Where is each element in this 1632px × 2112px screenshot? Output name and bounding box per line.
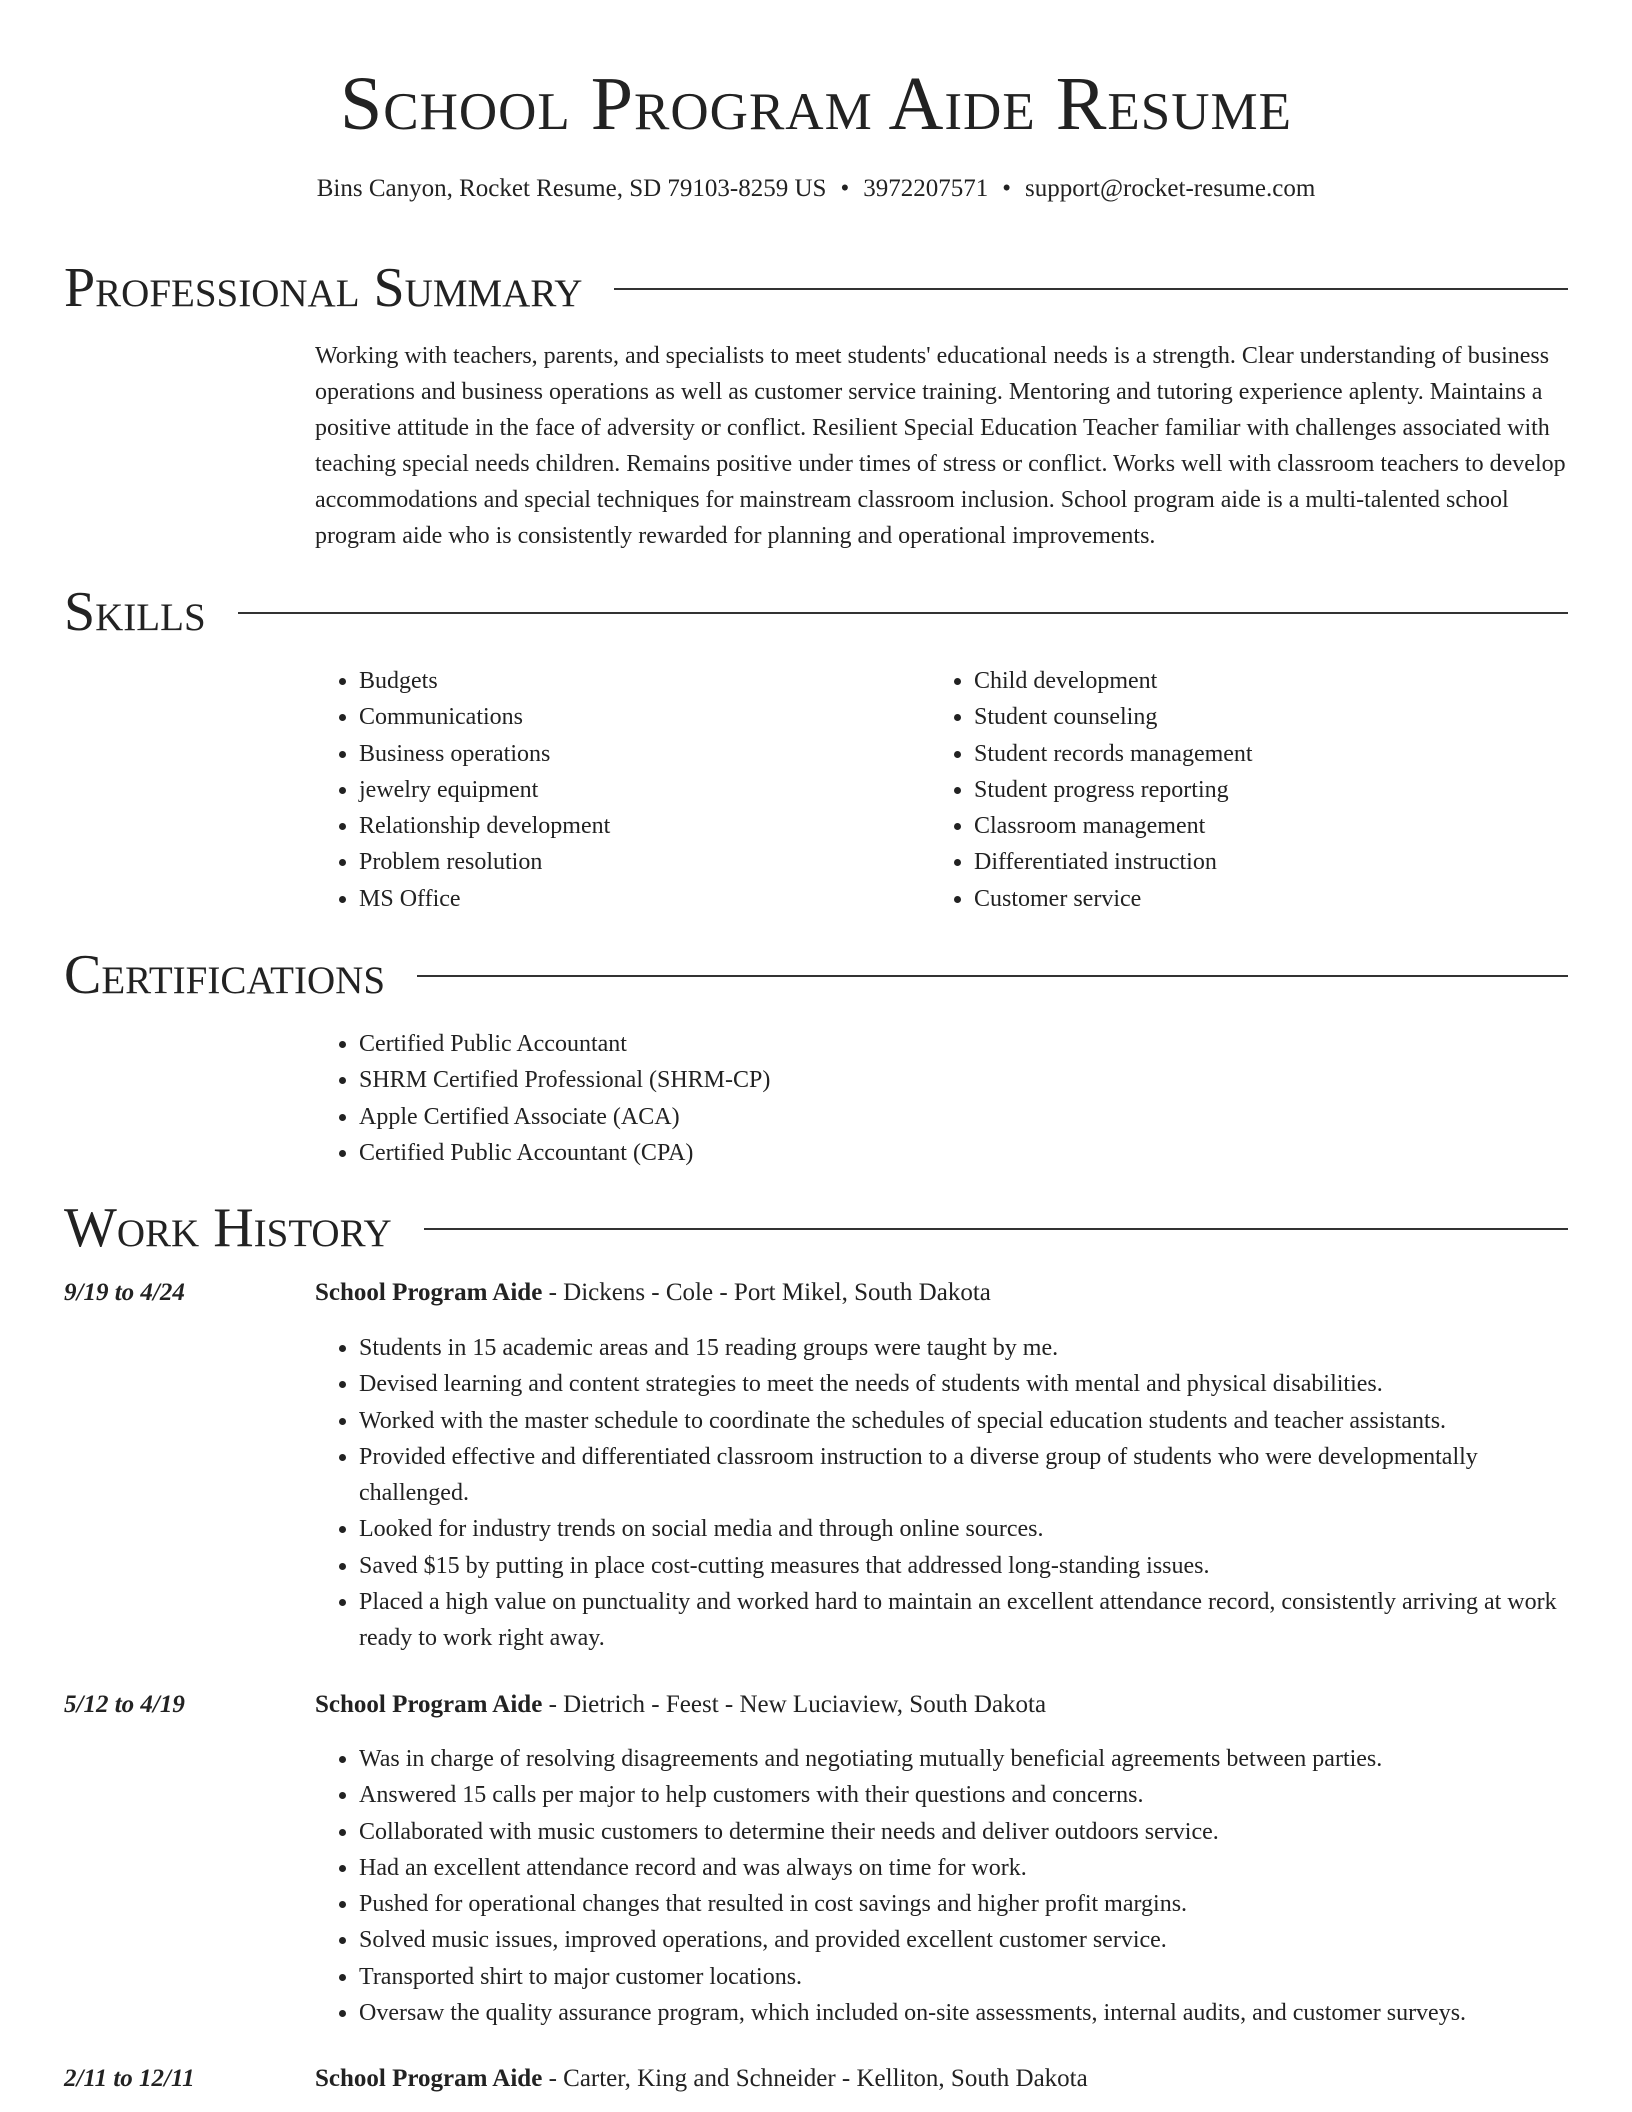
certifications-list	[315, 1026, 1570, 1171]
job-dates: 2/11 to 12/11	[64, 2065, 195, 2092]
skill-item: • Child development	[974, 663, 1570, 699]
summary-text: Working with teachers, parents, and specialists to meet students' educational needs is a strength. Clear understanding of business operations and business operations as well as customer service training. Mentoring and tutoring experience aplenty. Maintains a positive attitude in the face of adversity or conflict. Resilient Special Education Teacher familiar with challenges associated with teaching special needs children. Remains positive under times of stress or conflict. Works well with classroom teachers to develop accommodations and special techniques for mainstream classroom inclusion. School program aide is a multi-talented school program aide who is consistently rewarded for planning and operational improvements.	[315, 343, 1566, 549]
job-duty-item: • Solved music issues, improved operations, and provided excellent customer service.	[359, 1922, 1570, 1958]
skills-list-right	[930, 663, 1570, 917]
job-duty-item: • Placed a high value on punctuality and worked hard to maintain an excellent attendance record, consistently arriving at work ready to work right away.	[359, 1584, 1570, 1657]
certification-item: • Apple Certified Associate (ACA)	[359, 1099, 1570, 1135]
skill-item: • Student progress reporting	[974, 772, 1570, 808]
skill-item: • Classroom management	[974, 808, 1570, 844]
skill-item: • Differentiated instruction	[974, 844, 1570, 880]
skill-item: • Budgets	[359, 663, 895, 699]
job-title: School Program Aide	[315, 1279, 543, 1306]
contact-email[interactable]: support@rocket-resume.com	[1024, 175, 1316, 202]
certification-item: • Certified Public Accountant	[359, 1026, 1570, 1062]
summary-section-header	[64, 256, 1568, 320]
certifications-section-header	[64, 943, 1568, 1007]
job-company: - Carter, King and Schneider - Kelliton, South Dakota	[542, 2065, 1088, 2092]
skill-item: • Customer service	[974, 881, 1570, 917]
job-heading	[315, 1276, 991, 1310]
certification-item: • SHRM Certified Professional (SHRM-CP)	[359, 1062, 1570, 1098]
job-duty-item: • Answered 15 calls per major to help customers with their questions and concerns.	[359, 1777, 1570, 1813]
job-duty-item: • Students in 15 academic areas and 15 reading groups were taught by me.	[359, 1330, 1570, 1366]
certification-item: • Certified Public Accountant (CPA)	[359, 1135, 1570, 1171]
skills-section-header	[64, 580, 1568, 644]
skill-item: • Problem resolution	[359, 844, 895, 880]
skills-column-left	[315, 663, 895, 917]
job-duty-item: • Pushed for operational changes that resulted in cost savings and higher profit margins.	[359, 1886, 1570, 1922]
certifications-heading: Certifications	[64, 944, 386, 1006]
job-duties	[315, 1741, 1570, 2031]
skill-item: • jewelry equipment	[359, 772, 895, 808]
job-duty-item: • Was in charge of resolving disagreements and negotiating mutually beneficial agreements between parties.	[359, 1741, 1570, 1777]
skill-item: • Relationship development	[359, 808, 895, 844]
job-heading	[315, 2062, 1088, 2096]
skill-item: • MS Office	[359, 881, 895, 917]
job-company: - Dietrich - Feest - New Luciaview, South Dakota	[542, 1691, 1047, 1718]
summary-heading: Professional Summary	[64, 257, 583, 319]
section-divider	[417, 975, 1568, 977]
job-dates: 9/19 to 4/24	[64, 1279, 185, 1306]
contact-phone: 3972207571	[863, 175, 989, 202]
contact-separator: •	[840, 175, 850, 202]
contact-separator: •	[1002, 175, 1011, 202]
job-dates: 5/12 to 4/19	[64, 1691, 185, 1718]
skills-heading: Skills	[64, 581, 206, 643]
contact-line	[0, 172, 1632, 206]
resume-title: School Program Aide Resume	[339, 62, 1293, 146]
job-duties-list	[315, 1741, 1570, 2031]
work-history-section-header	[64, 1196, 1568, 1260]
job-duty-item: • Worked with the master schedule to coordinate the schedules of special education students and teacher assistants.	[359, 1403, 1570, 1439]
job-duties	[315, 1330, 1570, 1657]
job-duty-item: • Devised learning and content strategies to meet the needs of students with mental and physical disabilities.	[359, 1366, 1570, 1402]
job-company: - Dickens - Cole - Port Mikel, South Dakota	[542, 1279, 991, 1306]
job-duty-item: • Collaborated with music customers to determine their needs and deliver outdoors service.	[359, 1814, 1570, 1850]
skill-item: • Communications	[359, 699, 895, 735]
job-duties-list	[315, 1330, 1570, 1657]
job-duty-item: • Had an excellent attendance record and was always on time for work.	[359, 1850, 1570, 1886]
job-duty-item: • Looked for industry trends on social media and through online sources.	[359, 1511, 1570, 1547]
work-history-heading: Work History	[64, 1197, 392, 1259]
skill-item: • Student records management	[974, 736, 1570, 772]
section-divider	[238, 612, 1568, 614]
job-duty-item: • Saved $15 by putting in place cost-cutting measures that addressed long-standing issues.	[359, 1548, 1570, 1584]
skills-column-right	[930, 663, 1570, 917]
skill-item: • Student counseling	[974, 699, 1570, 735]
job-duty-item: • Provided effective and differentiated classroom instruction to a diverse group of students who were developmentally challenged.	[359, 1439, 1570, 1512]
certifications-block	[315, 1026, 1570, 1171]
skills-list-left	[315, 663, 895, 917]
contact-address: Bins Canyon, Rocket Resume, SD 79103-8259 US	[316, 175, 827, 202]
skill-item: • Business operations	[359, 736, 895, 772]
job-heading	[315, 1688, 1046, 1722]
section-divider	[424, 1228, 1568, 1230]
job-title: School Program Aide	[315, 1691, 543, 1718]
job-duty-item: • Oversaw the quality assurance program, which included on-site assessments, internal audits, and customer surveys.	[359, 1995, 1570, 2031]
job-duty-item: • Transported shirt to major customer locations.	[359, 1959, 1570, 1995]
job-title: School Program Aide	[315, 2065, 543, 2092]
section-divider	[614, 288, 1568, 290]
